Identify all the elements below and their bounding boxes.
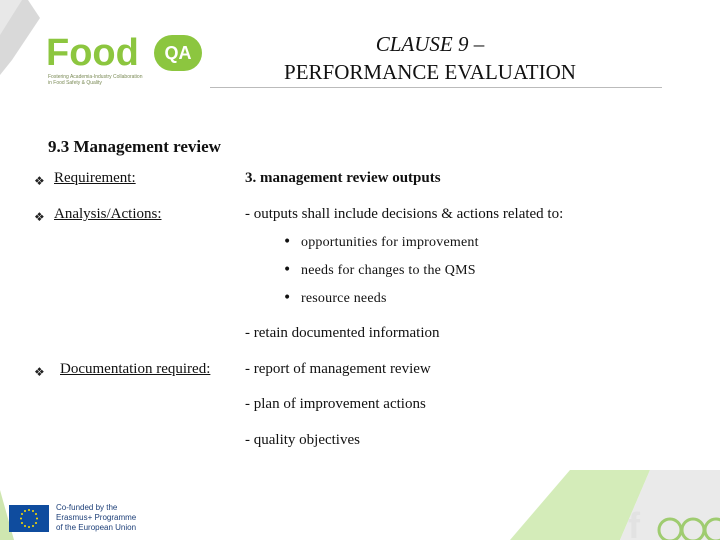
diamond-bullet-icon: ❖ <box>34 365 45 379</box>
requirement-value: 3. management review outputs <box>245 170 441 186</box>
section-heading: 9.3 Management review <box>48 137 221 156</box>
title-line2: PERFORMANCE EVALUATION <box>284 60 576 84</box>
requirement-label: Requirement: <box>54 170 136 186</box>
diamond-bullet-icon: ❖ <box>34 210 45 224</box>
foodqa-logo <box>46 33 206 93</box>
documentation-line: - plan of improvement actions <box>245 396 426 412</box>
corner-decoration-bottom-right <box>510 470 720 540</box>
analysis-bullet-item: resource needs <box>301 291 387 306</box>
diamond-bullet-icon: ❖ <box>34 174 45 188</box>
documentation-label: Documentation required: <box>60 361 211 377</box>
svg-text:f: f <box>628 505 640 540</box>
bullet-dot-icon: • <box>283 262 292 278</box>
logo-badge: QA <box>154 35 202 71</box>
logo-tagline-line2: in Food Safety & Quality <box>48 80 102 86</box>
logo-tagline <box>48 74 178 86</box>
analysis-label: Analysis/Actions: <box>54 206 162 222</box>
eu-line2: Erasmus+ Programme <box>56 513 137 522</box>
eu-funding-text <box>56 503 166 533</box>
logo-tagline-line1: Fostering Academia-Industry Collaboration <box>48 74 143 80</box>
analysis-bullet-item: opportunities for improvement <box>301 235 479 250</box>
eu-line3: of the European Union <box>56 523 137 532</box>
analysis-value: - outputs shall include decisions & actions related to: <box>245 206 564 222</box>
bullet-dot-icon: • <box>283 290 292 306</box>
eu-flag-icon <box>9 505 49 532</box>
analysis-bullet-item: needs for changes to the QMS <box>301 263 476 278</box>
title-line1: CLAUSE 9 – <box>375 32 485 56</box>
documentation-line: - quality objectives <box>245 432 360 448</box>
slide-title <box>230 30 630 86</box>
title-divider <box>210 87 662 88</box>
documentation-line: - report of management review <box>245 361 431 377</box>
bullet-dot-icon: • <box>283 234 292 250</box>
eu-line1: Co-funded by the <box>56 503 118 512</box>
analysis-after-text: - retain documented information <box>245 325 440 341</box>
corner-decoration-top-left <box>0 0 40 75</box>
logo-word: Food <box>46 32 139 74</box>
